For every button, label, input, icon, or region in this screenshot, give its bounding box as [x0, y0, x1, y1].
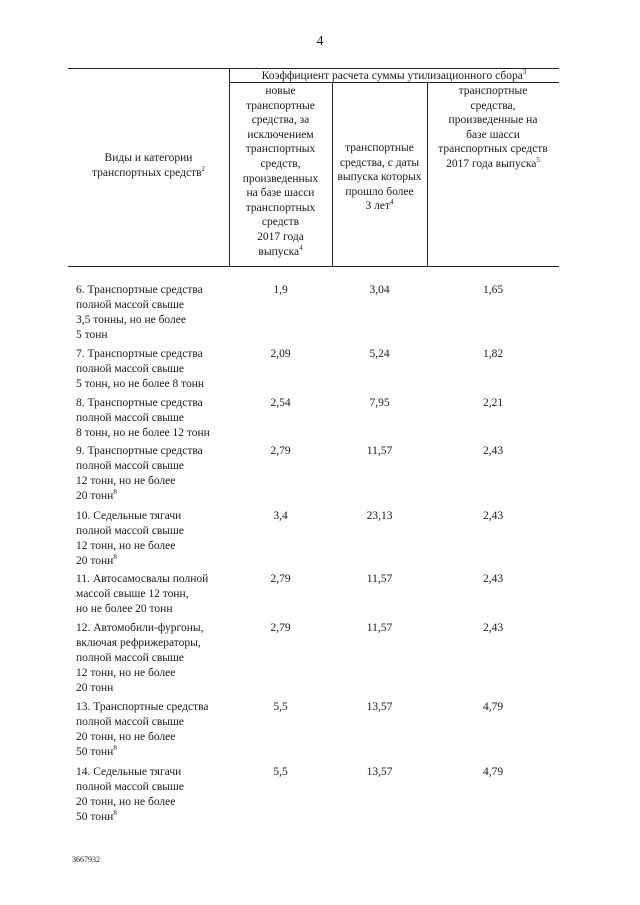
text-line: транспортные — [345, 142, 414, 154]
coefficient-c3: 4,79 — [482, 701, 504, 713]
text-line: 3,5 тонны, но не более — [76, 314, 186, 326]
coefficient-c3: 1,82 — [482, 348, 504, 360]
text-line: массой свыше 12 тонн, — [76, 588, 189, 600]
text-line: транспортных средств — [438, 143, 548, 156]
header-older-vehicles — [332, 141, 427, 214]
text-line: полной массой свыше — [76, 412, 184, 424]
text-line: но не более 20 тонн — [76, 603, 173, 615]
vehicle-category — [76, 765, 231, 825]
coefficient-c2: 23,13 — [366, 510, 393, 522]
coefficient-c3: 2,43 — [482, 573, 504, 585]
coefficient-c1: 5,5 — [273, 701, 288, 713]
page-number: 4 — [316, 34, 324, 49]
text-line: 7. Транспортные средства — [76, 348, 203, 360]
coefficient-c3: 2,21 — [482, 397, 504, 409]
header-group-title: Коэффициент расчета суммы утилизационного сбора$^3$ — [261, 68, 527, 82]
coefficient-c2: 13,57 — [366, 766, 393, 778]
text-line: полной массой свыше — [76, 299, 184, 311]
text-line: 12 тонн, но не более — [76, 667, 176, 679]
text-line: базе шасси — [466, 128, 520, 141]
coefficient-c3: 2,43 — [482, 622, 504, 634]
text-line: полной массой свыше — [76, 652, 184, 664]
text-line: 10. Седельные тягачи — [76, 510, 182, 522]
vehicle-category — [76, 572, 231, 617]
text-line: 50 тонн$^8$ — [76, 744, 117, 758]
text-line: средства, с даты — [339, 156, 420, 169]
coefficient-c1: 5,5 — [273, 766, 288, 778]
text-line: транспортные — [246, 99, 315, 112]
text-line: средств, — [260, 157, 301, 170]
text-line: 9. Транспортные средства — [76, 445, 203, 457]
vehicle-category — [76, 509, 231, 569]
text-line: произведенные на — [448, 114, 538, 127]
coefficient-c1: 2,79 — [270, 622, 291, 634]
coefficient-c1: 1,9 — [273, 284, 288, 296]
coefficient-c2: 7,95 — [369, 397, 390, 409]
text-line: средства, за — [251, 114, 310, 127]
coefficient-c3: 4,79 — [482, 766, 504, 778]
coefficient-c2: 5,24 — [369, 348, 390, 360]
coefficient-c3: 2,43 — [482, 510, 504, 522]
text-line: 5 тонн, но не более 8 тонн — [76, 378, 205, 390]
text-line: произведенных — [242, 172, 319, 185]
text-line: 20 тонн, но не более — [76, 731, 176, 743]
text-line: прошло более — [345, 185, 414, 198]
vehicle-category — [76, 396, 231, 441]
coefficient-c3: 2,43 — [482, 445, 504, 457]
vehicle-category — [76, 347, 231, 392]
text-line: 20 тонн$^8$ — [76, 488, 117, 502]
text-line: средства, — [470, 99, 516, 112]
text-line: 12 тонн, но не более — [76, 475, 176, 487]
text-line: 12 тонн, но не более — [76, 540, 176, 552]
header-bottom-rule — [68, 266, 559, 267]
coefficient-c1: 3,4 — [273, 510, 288, 522]
text-line: транспортных — [245, 143, 316, 156]
text-line: выпуска которых — [337, 171, 422, 184]
coefficient-c2: 11,57 — [366, 622, 393, 634]
text-line: полной массой свыше — [76, 781, 184, 793]
text-line: 5 тонн — [76, 329, 108, 341]
text-line: полной массой свыше — [76, 525, 184, 537]
text-line: полной массой свыше — [76, 716, 184, 728]
text-line: 50 тонн$^8$ — [76, 809, 117, 823]
text-line: транспортных — [245, 201, 316, 214]
text-line: 6. Транспортные средства — [76, 284, 203, 296]
header-chassis-vehicles — [427, 84, 559, 172]
header-vehicle-types — [68, 151, 229, 180]
vehicle-category — [76, 700, 231, 760]
vehicle-category — [76, 621, 231, 696]
text-line: 3 лет$^4$ — [365, 198, 394, 213]
coefficient-c2: 3,04 — [369, 284, 390, 296]
text-line: полной массой свыше — [76, 363, 184, 375]
header-new-vehicles — [229, 84, 332, 259]
text-line: 20 тонн$^8$ — [76, 553, 117, 567]
text-line: на базе шасси — [246, 187, 315, 200]
coefficient-c2: 11,57 — [366, 445, 393, 457]
text-line: выпуска$^4$ — [258, 243, 303, 258]
text-line: полной массой свыше — [76, 460, 184, 472]
text-line: включая рефрижераторы, — [76, 637, 201, 649]
coefficient-c2: 11,57 — [366, 573, 393, 585]
text-line: транспортные — [458, 85, 528, 97]
text-line: 2017 года выпуска$^5$ — [446, 155, 540, 170]
vehicle-category — [76, 283, 231, 343]
text-line: 8 тонн, но не более 12 тонн — [76, 427, 210, 439]
coefficient-c1: 2,79 — [270, 445, 291, 457]
text-line: 14. Седельные тягачи — [76, 766, 182, 778]
coefficient-c1: 2,09 — [270, 348, 291, 360]
text-line: новые — [265, 85, 296, 97]
coefficient-c2: 13,57 — [366, 701, 393, 713]
text-line: средств — [261, 216, 300, 229]
coefficient-c1: 2,79 — [270, 573, 291, 585]
text-line: 13. Транспортные средства — [76, 701, 209, 713]
text-line: 2017 года — [257, 230, 304, 243]
vehicle-category — [76, 444, 231, 504]
coefficient-c1: 2,54 — [270, 397, 291, 409]
text-line: исключением — [247, 128, 314, 141]
header-line: транспортных средств$^2$ — [91, 164, 206, 179]
header-line: Виды и категории — [104, 152, 193, 164]
coefficient-c3: 1,65 — [482, 284, 504, 296]
document-code: 3667932 — [72, 855, 100, 864]
text-line: 20 тонн, но не более — [76, 796, 176, 808]
text-line: 8. Транспортные средства — [76, 397, 203, 409]
text-line: 11. Автосамосвалы полной — [76, 573, 209, 585]
text-line: 12. Автомобили-фургоны, — [76, 622, 204, 634]
text-line: 20 тонн — [76, 682, 114, 694]
